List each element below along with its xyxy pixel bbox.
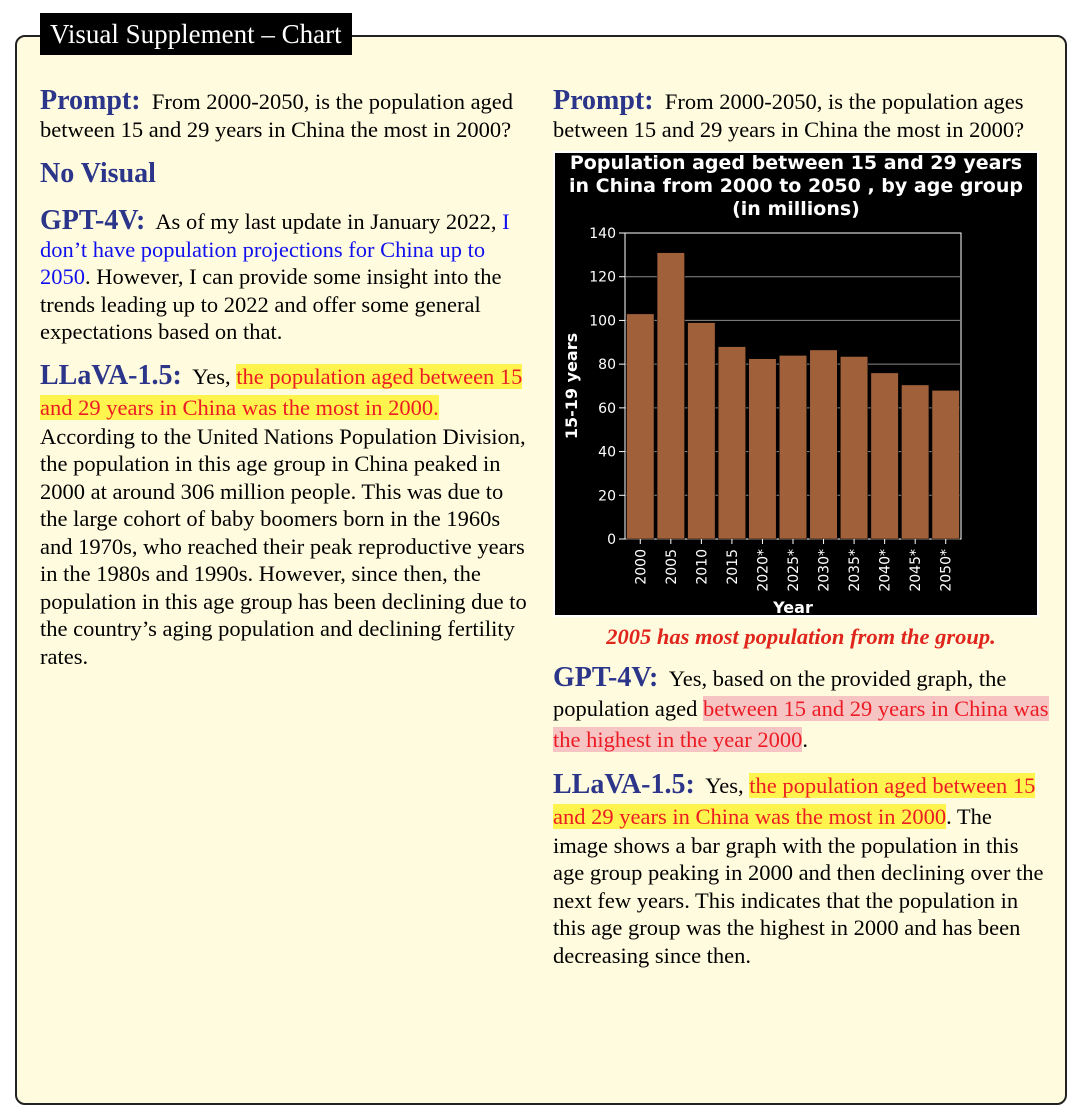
right-column: [553, 87, 1049, 984]
x-tick-label: 2035*: [847, 549, 864, 592]
bar: [779, 355, 806, 539]
y-tick-label: 0: [607, 532, 616, 548]
x-tick-label: 2020*: [755, 549, 772, 592]
chart-title-line: (in millions): [732, 198, 860, 220]
left-prompt-text: From 2000-2050, is the population aged between 15 and 29 years in China the most in 2000?: [40, 89, 514, 142]
x-tick-label: 2045*: [908, 549, 925, 592]
no-visual-heading: No Visual: [40, 158, 156, 189]
chart-title-line: Population aged between 15 and 29 years: [569, 153, 1023, 174]
x-tick-label: 2030*: [816, 549, 833, 592]
x-tick-label: 2025*: [786, 549, 802, 592]
bar: [749, 359, 776, 539]
right-gpt-pre: Yes, based on the provided graph, the population aged: [553, 666, 1007, 721]
left-llava-highlight: the population aged between 15 and 29 years in China was the most in 2000.: [40, 363, 523, 420]
right-gpt-post: .: [802, 726, 808, 752]
left-column: [40, 87, 536, 685]
y-tick-label: 100: [589, 313, 616, 330]
left-llava-pre: Yes,: [192, 363, 237, 389]
chart-frame: [553, 151, 1039, 617]
y-tick-label: 120: [589, 269, 616, 286]
x-tick-label: 2050*: [938, 549, 955, 592]
bar-chart: [555, 153, 1037, 615]
left-prompt: [40, 87, 536, 143]
bar: [627, 314, 654, 539]
x-tick-label: 2000: [633, 549, 650, 585]
bar: [718, 347, 745, 539]
bar: [840, 356, 867, 539]
chart-title-line: in China from 2000 to 2050 , by age group: [569, 175, 1023, 197]
left-prompt-label: Prompt:: [40, 85, 141, 116]
x-tick-label: 2015: [724, 549, 741, 585]
right-gpt-label: GPT-4V:: [553, 662, 659, 693]
left-gpt-answer: [40, 207, 536, 346]
y-tick-label: 20: [598, 488, 616, 505]
right-llava-post: . The image shows a bar graph with the population in this age group peaking in 2000 and then declining over the next few years. This indicates that the population in this age group was the highest in 2000 and has been decreasing since then.: [553, 803, 1044, 968]
right-llava-highlight: the population aged between 15 and 29 years in China was the most in 2000: [553, 772, 1036, 829]
bar: [871, 373, 898, 539]
right-prompt-label: Prompt:: [553, 85, 654, 116]
right-llava-pre: Yes,: [705, 772, 750, 798]
right-prompt: [553, 87, 1049, 143]
y-axis-label: 15-19 years: [562, 332, 581, 440]
bar: [932, 390, 959, 539]
x-axis-label: Year: [773, 598, 813, 615]
y-tick-label: 40: [598, 444, 616, 461]
left-gpt-post: . However, I can provide some insight into the trends leading up to 2022 and offer some general expectations based on that.: [40, 264, 502, 344]
left-llava-post: According to the United Nations Population Division, the population in this age group in China peaked in 2000 at around 306 million people. This was due to the large cohort of baby boomers born in the 1960s and 1970s, who reached their peak reproductive years in the 1980s and 1990s. However, since then, the population in this age group has been declining due to the country’s aging population and declining fertility rates.: [40, 423, 527, 669]
right-llava-label: LLaVA-1.5:: [553, 768, 695, 800]
left-gpt-label: GPT-4V:: [40, 205, 146, 236]
bar: [657, 253, 684, 539]
bar: [688, 323, 715, 539]
y-tick-label: 140: [589, 226, 616, 242]
right-prompt-text: From 2000-2050, is the population ages between 15 and 29 years in China the most in 2000?: [553, 89, 1025, 142]
panel-title: Visual Supplement – Chart: [40, 13, 352, 55]
right-gpt-highlight: between 15 and 29 years in China was the highest in the year 2000: [553, 695, 1049, 752]
left-llava-answer: [40, 361, 536, 671]
x-tick-label: 2005: [663, 549, 680, 585]
x-tick-label: 2040*: [877, 549, 894, 592]
chart-caption: 2005 has most population from the group.: [606, 624, 996, 649]
x-tick-label: 2010: [694, 549, 711, 585]
right-llava-answer: [553, 770, 1049, 970]
left-gpt-pre: As of my last update in January 2022,: [155, 209, 503, 234]
left-llava-label: LLaVA-1.5:: [40, 359, 182, 391]
left-gpt-blue-text: I don’t have population projections for China up to 2050: [40, 209, 510, 289]
y-tick-label: 60: [598, 400, 616, 417]
y-tick-label: 80: [598, 357, 616, 374]
bar: [901, 385, 928, 539]
bar: [810, 350, 837, 539]
right-gpt-answer: [553, 664, 1049, 755]
